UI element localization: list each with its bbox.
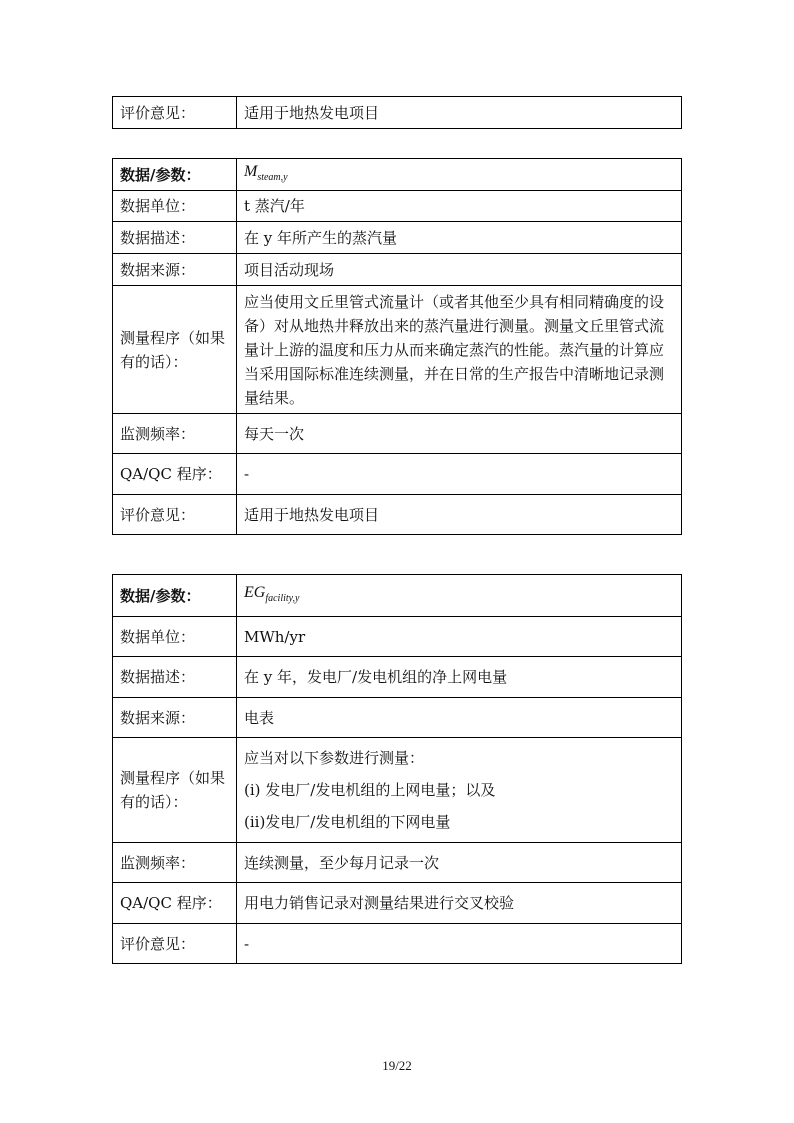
qaqc-label: QA/QC 程序： (113, 883, 237, 924)
symbol-main: M (244, 163, 258, 180)
procedure-label: 测量程序（如果有的话）： (113, 286, 237, 414)
unit-value: MWh/yr (237, 617, 682, 657)
parameter-symbol (237, 575, 682, 617)
unit-label: 数据单位： (113, 191, 237, 222)
page-number: 19/22 (382, 1058, 412, 1073)
row-parameter (113, 159, 682, 191)
parameter-table-steam (112, 158, 682, 535)
comment-value: 适用于地热发电项目 (237, 495, 682, 535)
parameter-label: 数据/参数： (113, 575, 237, 617)
frequency-label: 监测频率： (113, 414, 237, 454)
source-label: 数据来源： (113, 698, 237, 738)
source-value: 项目活动现场 (237, 254, 682, 286)
row-comment (113, 97, 682, 129)
comment-value: 适用于地热发电项目 (237, 97, 682, 129)
symbol-main: EG (244, 583, 266, 601)
unit-value: t 蒸汽/年 (237, 191, 682, 222)
symbol-subscript: facility,y (265, 593, 300, 605)
row-unit (113, 617, 682, 657)
comment-label: 评价意见： (113, 495, 237, 535)
frequency-label: 监测频率： (113, 843, 237, 883)
row-unit (113, 191, 682, 222)
description-label: 数据描述： (113, 657, 237, 698)
source-label: 数据来源： (113, 254, 237, 286)
description-label: 数据描述： (113, 222, 237, 254)
row-qaqc (113, 883, 682, 924)
row-description (113, 657, 682, 698)
procedure-line: (ii)发电厂/发电机组的下网电量 (244, 813, 451, 831)
frequency-value: 连续测量，至少每月记录一次 (237, 843, 682, 883)
row-frequency (113, 843, 682, 883)
row-qaqc (113, 454, 682, 495)
parameter-label: 数据/参数： (113, 159, 237, 191)
procedure-label: 测量程序（如果有的话）： (113, 738, 237, 843)
qaqc-label: QA/QC 程序： (113, 454, 237, 495)
description-value: 在 y 年，发电厂/发电机组的净上网电量 (237, 657, 682, 698)
row-source (113, 254, 682, 286)
row-description (113, 222, 682, 254)
symbol-subscript: steam,y (257, 172, 288, 184)
row-frequency (113, 414, 682, 454)
qaqc-value: - (237, 454, 682, 495)
parameter-table-electricity (112, 574, 682, 964)
procedure-line: (i) 发电厂/发电机组的上网电量；以及 (244, 781, 496, 799)
row-parameter (113, 575, 682, 617)
row-comment (113, 924, 682, 964)
row-comment (113, 495, 682, 535)
unit-label: 数据单位： (113, 617, 237, 657)
qaqc-value: 用电力销售记录对测量结果进行交叉校验 (237, 883, 682, 924)
comment-label: 评价意见： (113, 97, 237, 129)
procedure-value: 应当使用文丘里管式流量计（或者其他至少具有相同精确度的设备）对从地热井释放出来的蒸汽量进行测量。测量文丘里管式流量计上游的温度和压力从而来确定蒸汽的性能。蒸汽量的计算应当采用国际标准连续测量，并在日常的生产报告中清晰地记录测量结果。 (237, 286, 682, 414)
parameter-symbol (237, 159, 682, 191)
comment-value: - (237, 924, 682, 964)
procedure-line: 应当对以下参数进行测量： (244, 749, 425, 767)
description-value: 在 y 年所产生的蒸汽量 (237, 222, 682, 254)
row-procedure (113, 738, 682, 843)
comment-label: 评价意见： (113, 924, 237, 964)
source-value: 电表 (237, 698, 682, 738)
procedure-value (237, 738, 682, 843)
parameter-table-previous (112, 96, 682, 129)
row-source (113, 698, 682, 738)
row-procedure (113, 286, 682, 414)
frequency-value: 每天一次 (237, 414, 682, 454)
